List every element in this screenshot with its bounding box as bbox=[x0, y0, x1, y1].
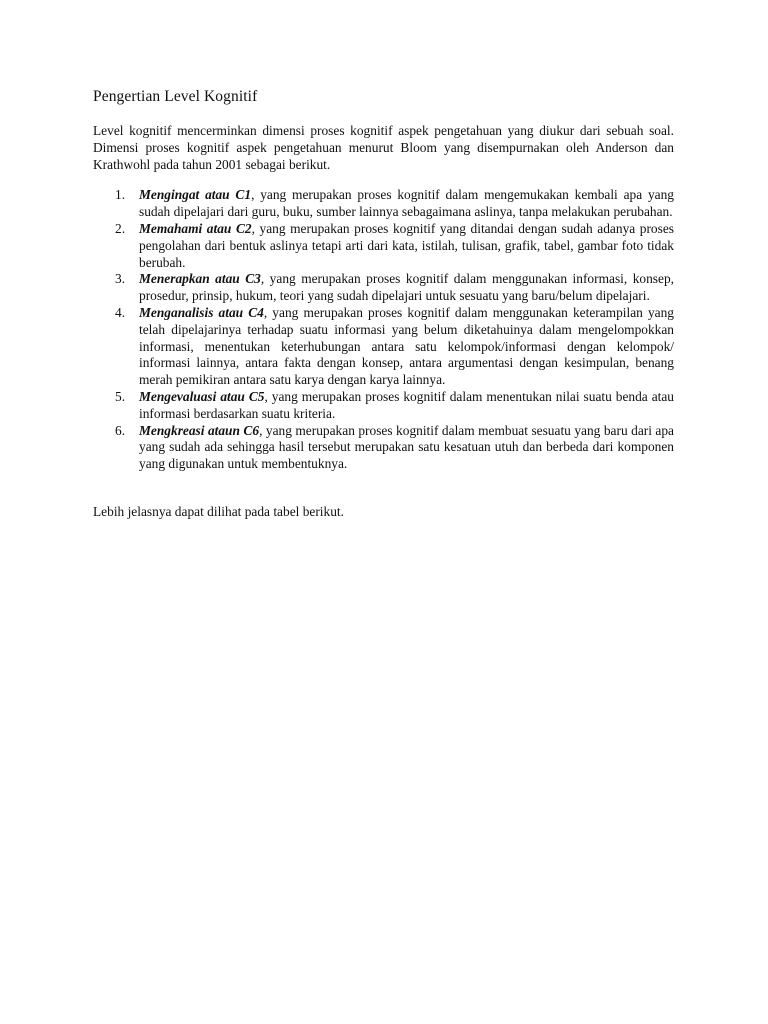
list-item-term: Menerapkan atau C3 bbox=[139, 271, 261, 287]
list-item bbox=[93, 271, 674, 305]
list-item-term: Memahami atau C2 bbox=[139, 220, 252, 236]
list-item-text: , yang merupakan proses kognitif yang ditandai dengan sudah adanya proses pengolahan dari bentuk aslinya tetapi arti dari kata, istilah, tulisan, grafik, tabel, gambar foto tidak berubah. bbox=[139, 220, 674, 270]
list-item-number: 1. bbox=[115, 187, 126, 203]
list-item bbox=[93, 389, 674, 423]
intro-paragraph: Level kognitif mencerminkan dimensi proses kognitif aspek pengetahuan yang diukur dari sebuah soal. Dimensi proses kognitif aspek pengetahuan menurut Bloom yang disempurnakan oleh Anderson dan Krathwohl pada tahun 2001 sebagai berikut. bbox=[93, 123, 674, 172]
outro-paragraph: Lebih jelasnya dapat dilihat pada tabel berikut. bbox=[93, 503, 344, 519]
list-item-text: , yang merupakan proses kognitif dalam mengemukakan kembali apa yang sudah dipelajari dari guru, buku, sumber lainnya sebagaimana aslinya, tanpa melakukan perubahan. bbox=[139, 187, 674, 220]
list-item-text: , yang merupakan proses kognitif dalam menentukan nilai suatu benda atau informasi berdasarkan suatu kriteria. bbox=[139, 388, 674, 421]
page-title: Pengertian Level Kognitif bbox=[93, 88, 258, 105]
list-item bbox=[93, 305, 674, 389]
list-item-number: 4. bbox=[115, 304, 126, 320]
list-item-number: 3. bbox=[115, 271, 126, 287]
cognitive-levels-list bbox=[93, 187, 674, 473]
list-item-text: , yang merupakan proses kognitif dalam menggunakan informasi, konsep, prosedur, prinsip, hukum, teori yang sudah dipelajari untuk sesuatu yang baru/belum dipelajari. bbox=[139, 271, 674, 304]
list-item-term: Mengkreasi ataun C6 bbox=[139, 422, 260, 438]
list-item-text: , yang merupakan proses kognitif dalam menggunakan keterampilan yang telah dipelajarinya terhadap suatu informasi yang belum diketahuinya dalam mengelompokkan informasi, menentukan keterhubungan antara satu kelompok/informasi dengan kelompok/ informasi lainnya, antara fakta dengan konsep, antara argumentasi dengan kesimpulan, benang merah pemikiran antara satu karya dengan karya lainnya. bbox=[139, 304, 674, 388]
list-item-number: 6. bbox=[115, 422, 126, 438]
list-item-term: Mengevaluasi atau C5 bbox=[139, 388, 265, 404]
list-item-term: Mengingat atau C1 bbox=[139, 187, 252, 203]
list-item-text: , yang merupakan proses kognitif dalam membuat sesuatu yang baru dari apa yang sudah ada sehingga hasil tersebut merupakan satu kesatuan utuh dan berbeda dari komponen yang digunakan untuk membentuknya. bbox=[139, 422, 674, 472]
list-item-number: 5. bbox=[115, 388, 126, 404]
list-item-term: Menganalisis atau C4 bbox=[139, 304, 264, 320]
list-item bbox=[93, 221, 674, 271]
list-item-number: 2. bbox=[115, 220, 126, 236]
document-content bbox=[93, 87, 674, 521]
list-item bbox=[93, 423, 674, 473]
list-item bbox=[93, 187, 674, 221]
